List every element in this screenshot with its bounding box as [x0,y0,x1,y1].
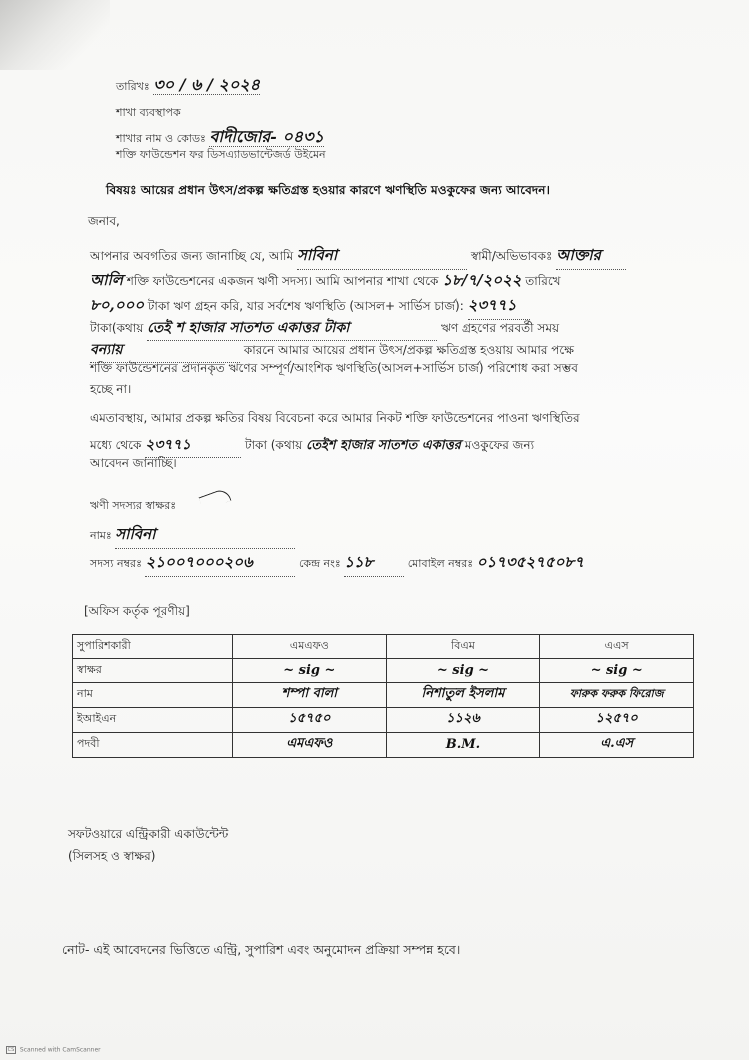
body-line-6: শক্তি ফাউন্ডেশনের প্রদানকৃত ঋণের সম্পূর্ণ/আংশিক ঋণস্থিতি(আসল+সার্ভিস চার্জ) পরিশোধ করা সম্ভব [90,361,578,375]
waiver-amount-value: ২৩৭৭১ [145,433,241,458]
date-row [116,72,260,99]
body-line-10: আবেদন জানাচ্ছি। [90,456,177,470]
table-cell: ১২৫৭০ [540,707,694,732]
body-line-7: হচ্ছে না। [90,382,132,396]
member-no-value: ২১০০৭০০০২০৬ [145,551,295,577]
table-row [73,658,694,682]
row-label: স্বাক্ষর [73,658,233,682]
signature-cell: ~ sig ~ [386,658,540,682]
mobile-label: মোবাইল নম্বরঃ [407,557,474,570]
loan-amount-value: ৮০,০০০ [90,296,144,314]
applicant-name-row [90,523,295,549]
body-text: কারনে আমার আয়ের প্রধান উৎস/প্রকল্প ক্ষতিগ্রস্ত হওয়ায় আমার পক্ষে [243,343,574,357]
body-text: টাকা(কথায় [90,321,144,335]
salutation: জনাব, [88,214,120,228]
table-cell: শম্পা বালা [233,682,387,707]
body-text: মধ্যে থেকে [90,438,142,452]
body-text: টাকা (কথায় [245,438,303,452]
addressee-title: শাখা ব্যবস্থাপক [116,106,181,119]
branch-value: বাদীজোর- ০৪৩১ [209,127,324,146]
organization-name: শক্তি ফাউন্ডেশন ফর ডিসএ্যাডভান্টেজর্ড উইমেন [116,148,326,161]
body-text: আপনার অবগতির জন্য জানাচ্ছি যে, আমি [90,249,294,263]
member-no-label: সদস্য নম্বরঃ [90,557,142,570]
body-text: টাকা ঋণ গ্রহন করি, যার সর্বশেষ ঋণস্থিতি (আসল+ সার্ভিস চার্জ): [147,299,464,313]
body-text: ঋণ গ্রহণের পরবর্তী সময় [440,321,560,335]
signature-cell: ~ sig ~ [233,658,387,682]
recommendation-table [72,634,694,758]
body-text: স্বামী/অভিভাবকঃ [470,249,553,263]
mobile-value: ০১৭৩৫২৭৫০৮৭ [476,553,584,571]
note-line: নোট- এই আবেদনের ভিত্তিতে এন্ট্রি, সুপারিশ এবং অনুমোদন প্রক্রিয়া সম্পন্ন হবে। [62,942,461,957]
body-text: তারিখে [525,274,561,288]
table-row [73,732,694,757]
table-cell: এ.এস [540,732,694,757]
guardian-value-2: আলি [90,271,123,289]
scanner-watermark [6,1046,101,1054]
waiver-words-value: তেইশ হাজার সাতশত একাত্তর [305,438,461,453]
date-label: তারিখঃ [116,80,150,93]
table-header-cell: এমএফও [233,635,387,659]
balance-value: ২৩৭৭১ [468,294,530,320]
table-header-cell: বিএম [386,635,540,659]
table-cell: B.M. [386,732,540,757]
row-label: নাম [73,682,233,707]
guardian-value: আক্তার [556,244,626,270]
page-corner-shadow [0,0,110,70]
signature-cell: ~ sig ~ [540,658,694,682]
body-line-1 [90,244,626,270]
scanner-text: Scanned with CamScanner [19,1046,101,1054]
reason-value: বন্যায় [90,338,240,363]
applicant-name-label: নামঃ [90,529,112,542]
date-value: ৩০ / ৬ / ২০২৪ [153,75,261,94]
camscanner-logo-icon: CS [7,1047,15,1053]
member-row [90,551,584,577]
applicant-name-value: সাবিনা [297,244,467,270]
balance-words-value: তেই শ হাজার সাতশত একাত্তর টাকা [147,316,437,341]
table-cell: এমএফও [233,732,387,757]
branch-label: শাখার নাম ও কোডঃ [116,132,206,145]
table-cell: ১১২৬ [386,707,540,732]
row-label: পদবী [73,732,233,757]
body-line-2 [90,269,561,294]
table-header-cell: এএস [540,635,694,659]
applicant-name-field: সাবিনা [115,523,295,549]
office-use-label: [অফিস কর্তৃক পূরণীয়] [84,604,190,618]
accountant-seal-note: (সিলসহ ও স্বাক্ষর) [68,849,156,863]
table-cell: ফারুক ফরুক ফিরোজ [540,682,694,707]
accountant-title: সফটওয়ারে এন্ট্রিকারী একাউন্টেন্ট [68,827,229,841]
table-row [73,707,694,732]
subject-line: বিষয়ঃ আয়ের প্রধান উৎস/প্রকল্প ক্ষতিগ্রস্ত হওয়ার কারণে ঋণস্থিতি মওকুফের জন্য আবেদন। [106,183,550,197]
body-line-8: এমতাবস্থায়, আমার প্রকল্প ক্ষতির বিষয় বিবেচনা করে আমার নিকট শক্তি ফাউন্ডেশনের পাওনা ঋণস্থিতির [90,411,580,425]
table-header-row [73,635,694,659]
applicant-signature-label: ঋণী সদস্যর স্বাক্ষরঃ [90,499,177,512]
table-cell: নিশাতুল ইসলাম [386,682,540,707]
loan-date-value: ১৮/৭/২০২২ [442,271,522,289]
table-header-cell: সুপারিশকারী [73,635,233,659]
table-cell: ১৫৭৫০ [233,707,387,732]
center-no-label: কেন্দ্র নংঃ [298,557,341,570]
center-no-value: ১১৮ [344,551,404,577]
applicant-signature-mark [199,487,232,510]
body-text: শক্তি ফাউন্ডেশনের একজন ঋণী সদস্য। আমি আপনার শাখা থেকে [126,274,439,288]
body-text: মওকুফের জন্য [464,438,535,452]
table-row [73,682,694,707]
row-label: ইআইএন [73,707,233,732]
